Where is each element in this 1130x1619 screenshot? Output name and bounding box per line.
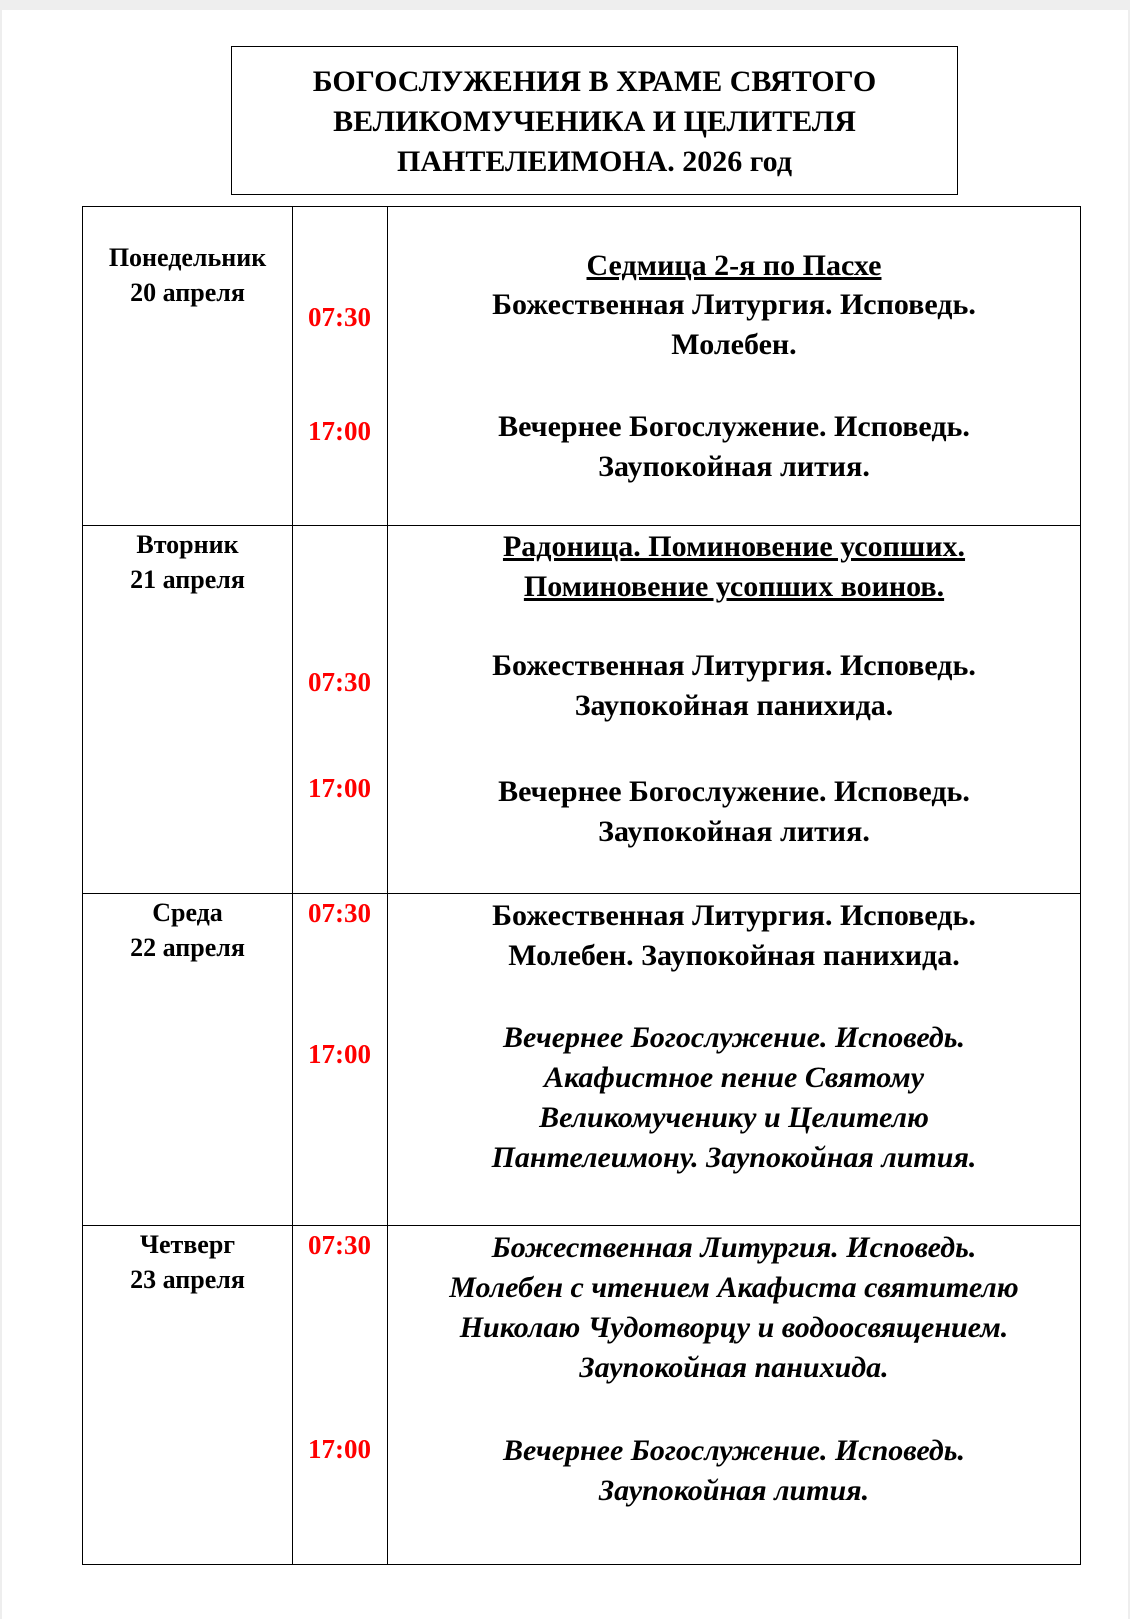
service-text	[388, 772, 1080, 852]
service-line: Николаю Чудотворцу и водоосвящением.	[459, 1311, 1009, 1344]
day-cell	[83, 1227, 292, 1297]
table-row-wednesday	[83, 893, 1080, 1226]
service-line: Пантелеимону. Заупокойная лития.	[491, 1141, 977, 1174]
document-page	[2, 10, 1128, 1619]
heading-line: Радоница. Поминовение усопших.	[502, 530, 966, 563]
service-line: Заупокойная панихида.	[579, 1351, 889, 1384]
day-date: 23 апреля	[130, 1265, 245, 1294]
service-line: Вечернее Богослужение. Исповедь.	[498, 410, 970, 443]
day-heading	[388, 527, 1080, 607]
table-row-tuesday	[83, 525, 1080, 894]
service-text	[388, 1431, 1080, 1511]
service-time: 07:30	[308, 1230, 371, 1260]
service-line: Великомученику и Целителю	[539, 1101, 929, 1134]
table-row-thursday	[83, 1225, 1080, 1564]
service-text	[388, 285, 1080, 365]
service-time: 17:00	[308, 1039, 371, 1069]
day-name: Среда	[152, 898, 223, 927]
service-time: 17:00	[308, 773, 371, 803]
day-cell	[83, 240, 292, 310]
service-line: Заупокойная лития.	[598, 450, 870, 483]
service-time: 07:30	[308, 667, 371, 697]
service-line: Заупокойная лития.	[598, 1474, 870, 1507]
day-date: 22 апреля	[130, 933, 245, 962]
service-line: Молебен с чтением Акафиста святителю	[449, 1271, 1019, 1304]
day-name: Четверг	[139, 1230, 236, 1259]
service-line: Молебен.	[671, 328, 797, 361]
service-time: 17:00	[308, 416, 371, 446]
service-text	[388, 407, 1080, 487]
service-text	[388, 646, 1080, 726]
table-row-monday	[83, 207, 1080, 525]
day-name: Понедельник	[108, 243, 267, 272]
service-text	[388, 896, 1080, 976]
service-line: Божественная Литургия. Исповедь.	[492, 649, 976, 682]
service-line: Божественная Литургия. Исповедь.	[491, 1231, 977, 1264]
schedule-table	[82, 206, 1081, 1565]
column-divider	[387, 207, 388, 1564]
service-line: Заупокойная панихида.	[574, 689, 894, 722]
day-name: Вторник	[136, 530, 239, 559]
service-line: Вечернее Богослужение. Исповедь.	[503, 1021, 965, 1054]
day-heading	[388, 246, 1080, 286]
day-date: 20 апреля	[130, 278, 245, 307]
service-line: Акафистное пение Святому	[543, 1061, 925, 1094]
service-time: 07:30	[308, 302, 371, 332]
day-cell	[83, 527, 292, 597]
page-title: БОГОСЛУЖЕНИЯ В ХРАМЕ СВЯТОГО ВЕЛИКОМУЧЕНИКА И ЦЕЛИТЕЛЯ ПАНТЕЛЕИМОНА. 2026 год	[312, 64, 877, 178]
service-line: Вечернее Богослужение. Исповедь.	[503, 1434, 965, 1467]
heading-line: Седмица 2-я по Пасхе	[586, 249, 882, 282]
service-time: 07:30	[308, 898, 371, 928]
day-date: 21 апреля	[130, 565, 245, 594]
service-text	[388, 1228, 1080, 1388]
day-cell	[83, 895, 292, 965]
service-line: Божественная Литургия. Исповедь.	[492, 899, 976, 932]
heading-line: Поминовение усопших воинов.	[523, 570, 945, 603]
column-divider	[292, 207, 293, 1564]
service-time: 17:00	[308, 1434, 371, 1464]
service-text	[388, 1018, 1080, 1178]
title-box	[231, 46, 958, 195]
service-line: Божественная Литургия. Исповедь.	[492, 288, 976, 321]
service-line: Вечернее Богослужение. Исповедь.	[498, 775, 970, 808]
service-line: Молебен. Заупокойная панихида.	[508, 939, 960, 972]
service-line: Заупокойная лития.	[598, 815, 870, 848]
